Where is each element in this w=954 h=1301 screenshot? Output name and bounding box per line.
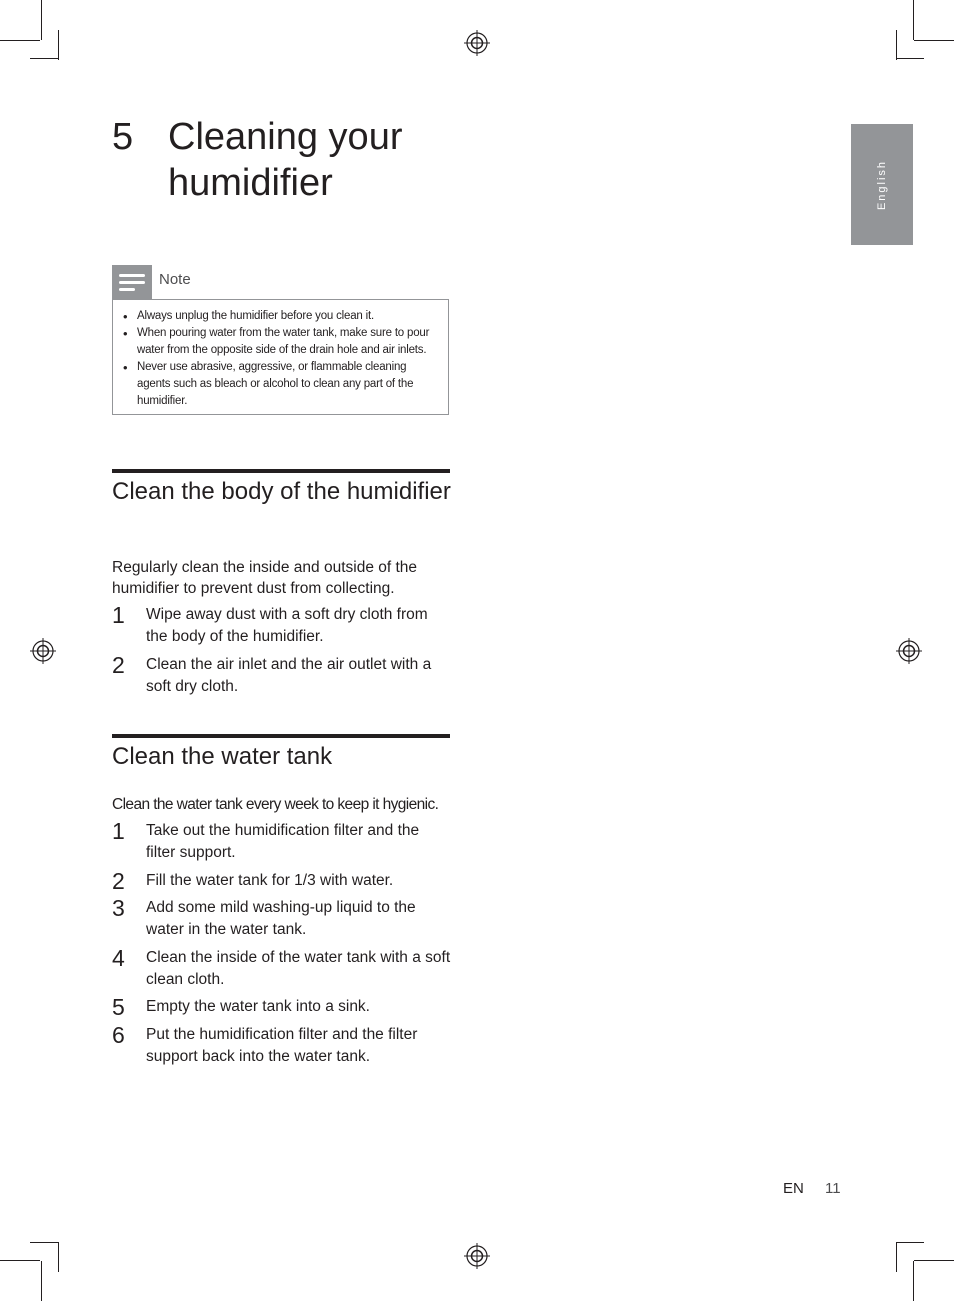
list-item [112,1021,452,1068]
crop-mark [58,30,59,60]
step-number: 6 [112,1021,125,1048]
crop-mark [0,1260,40,1261]
registration-mark-icon [464,30,490,56]
list-item [112,867,452,894]
language-tab-label: English [876,159,888,210]
step-number: 4 [112,944,125,971]
note-item: • Always unplug the humidifier before you clean it. [137,308,440,325]
step-text: Take out the humidification filter and the filter support. [146,822,420,861]
step-number: 3 [112,895,125,921]
page-number: 11 [825,1180,841,1197]
step-text: Fill the water tank for 1/3 with water. [146,871,394,889]
chapter-title: Cleaning your humidifier [168,116,403,204]
step-text: Put the humidification filter and the filter support back into the water tank. [146,1025,418,1065]
crop-mark [913,1261,914,1301]
registration-mark-icon [30,638,56,664]
note-item: • When pouring water from the water tank, make sure to pour water from the opposite side of the drain hole and air inlets. [137,325,440,359]
footer-language: EN [783,1180,804,1197]
note-item: • Never use abrasive, aggressive, or flammable cleaning agents such as bleach or alcohol to clean any part of the humidifier. [137,359,440,410]
note-icon [112,265,152,299]
list-item [112,651,452,698]
crop-mark [41,0,42,40]
section-rule [112,734,450,738]
registration-mark-icon [896,638,922,664]
crop-mark [896,1242,924,1243]
step-text: Clean the inside of the water tank with a soft clean cloth. [146,948,451,988]
step-text: Empty the water tank into a sink. [146,998,370,1015]
crop-mark [896,58,924,59]
crop-mark [914,1260,954,1261]
list-item [112,604,452,648]
note-box [112,299,449,415]
step-number: 1 [112,602,125,628]
list-item [112,944,452,991]
step-number: 5 [112,994,125,1020]
step-text: Add some mild washing-up liquid to the water in the water tank. [146,899,416,938]
step-number: 2 [112,651,125,678]
step-list [112,820,452,1073]
step-text: Wipe away dust with a soft dry cloth from the body of the humidifier. [146,606,428,645]
list-item [112,996,452,1018]
section-intro: Clean the water tank every week to keep it hygienic. [112,796,439,813]
crop-mark [913,0,914,40]
chapter-number: 5 [112,116,134,158]
step-number: 1 [112,818,125,844]
step-number: 2 [112,867,125,894]
step-text: Clean the air inlet and the air outlet with a soft dry cloth. [146,655,432,695]
list-item [112,897,452,941]
section-intro: Regularly clean the inside and outside of the humidifier to prevent dust from collecting. [112,559,418,597]
step-list [112,604,452,703]
crop-mark [0,40,40,41]
crop-mark [41,1261,42,1301]
language-tab [851,124,913,245]
crop-mark [30,1242,58,1243]
crop-mark [896,30,897,60]
crop-mark [30,58,58,59]
section-title: Clean the water tank [112,743,333,770]
list-item [112,820,452,864]
note-label: Note [159,271,191,288]
crop-mark [58,1242,59,1272]
crop-mark [896,1242,897,1272]
section-rule [112,469,450,473]
section-title: Clean the body of the humidifier [112,478,451,505]
crop-mark [914,40,954,41]
registration-mark-icon [464,1243,490,1269]
